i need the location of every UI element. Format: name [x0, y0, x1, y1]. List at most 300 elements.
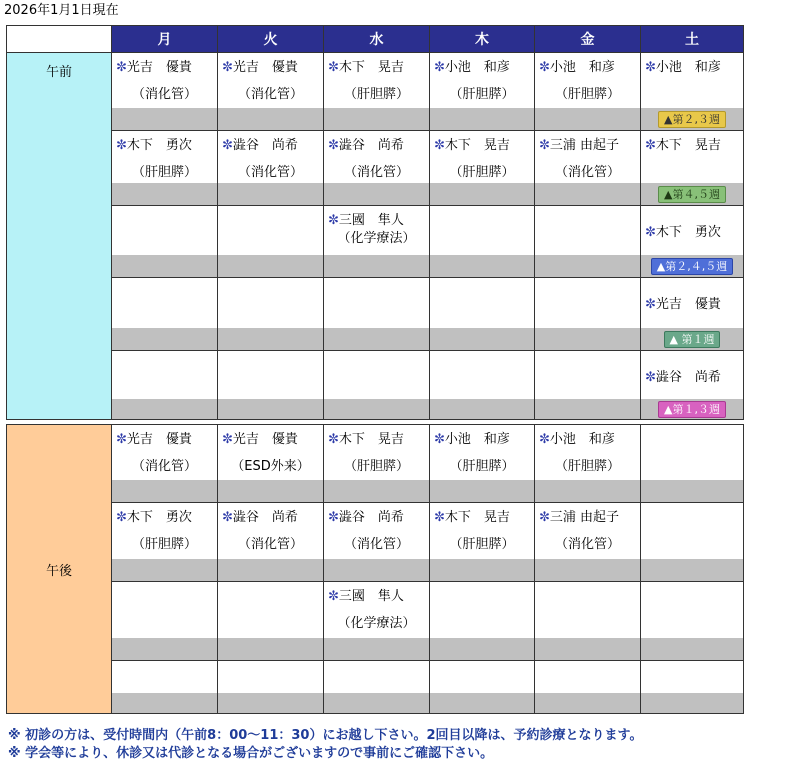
cell-body	[535, 278, 640, 350]
department-label: （消化管）	[343, 165, 409, 180]
cell-content	[324, 278, 429, 328]
schedule-cell	[641, 53, 744, 131]
cell-body	[218, 425, 323, 502]
weekday-header: 金	[535, 26, 641, 53]
cell-content	[112, 351, 217, 399]
schedule-cell	[324, 53, 430, 131]
cell-body	[430, 131, 534, 205]
cell-content	[641, 582, 743, 638]
schedule-cell	[641, 582, 744, 661]
doctor-name-text: 光吉 優貴	[655, 297, 721, 312]
cell-content	[430, 131, 534, 183]
doctor-name-text: 三浦 由起子	[549, 138, 620, 153]
row-footer-band	[430, 255, 534, 277]
asterisk-icon: ✼	[539, 510, 550, 525]
department-label: （肝胆膵）	[554, 87, 620, 102]
period-label: 午後	[7, 425, 112, 714]
cell-content	[218, 425, 323, 480]
cell-body	[641, 425, 743, 502]
doctor-name	[328, 137, 425, 155]
cell-content	[218, 351, 323, 399]
row-footer-band	[641, 559, 743, 581]
schedule-cell	[324, 351, 430, 420]
asterisk-icon: ✼	[434, 510, 445, 525]
row-footer-band	[535, 559, 640, 581]
row-footer-band	[430, 108, 534, 130]
cell-body	[430, 278, 534, 350]
cell-content	[430, 503, 534, 559]
department-label: （肝胆膵）	[449, 537, 515, 552]
cell-content	[112, 661, 217, 693]
doctor-name	[645, 369, 739, 387]
asterisk-icon: ✼	[645, 60, 656, 75]
cell-body	[641, 503, 743, 581]
row-footer-band	[641, 399, 743, 419]
schedule-cell	[535, 582, 641, 661]
doctor-name	[539, 137, 636, 155]
cell-body	[324, 206, 429, 277]
cell-body	[324, 351, 429, 419]
cell-body	[535, 206, 640, 277]
schedule-cell	[535, 351, 641, 420]
schedule-row	[7, 661, 744, 714]
cell-body	[535, 351, 640, 419]
doctor-name-text: 木下 晃吉	[338, 432, 404, 447]
doctor-name-text: 澁谷 尚希	[655, 370, 721, 385]
schedule-cell	[430, 206, 535, 278]
cell-content	[218, 131, 323, 183]
cell-body	[218, 206, 323, 277]
doctor-name	[645, 296, 739, 314]
schedule-cell	[324, 503, 430, 582]
week-badge: ▲第１,３週	[658, 401, 726, 418]
doctor-name	[539, 431, 636, 449]
department-label: （肝胆膵）	[449, 459, 515, 474]
cell-content	[112, 131, 217, 183]
row-footer-band	[430, 693, 534, 713]
schedule-cell	[535, 206, 641, 278]
schedule-cell	[324, 582, 430, 661]
doctor-name-text: 澁谷 尚希	[338, 510, 404, 525]
row-footer-band	[430, 559, 534, 581]
cell-content	[430, 278, 534, 328]
cell-content	[112, 53, 217, 108]
cell-body	[218, 53, 323, 130]
cell-content	[535, 582, 640, 638]
cell-body	[112, 425, 217, 502]
cell-content	[324, 425, 429, 480]
schedule-row	[7, 278, 744, 351]
cell-content	[112, 425, 217, 480]
row-footer-band	[112, 480, 217, 502]
asterisk-icon: ✼	[328, 589, 339, 604]
cell-body	[641, 53, 743, 130]
doctor-name-text: 光吉 優貴	[232, 432, 298, 447]
row-footer-band	[641, 255, 743, 277]
doctor-name-text: 小池 和彦	[655, 60, 721, 75]
doctor-name-text: 木下 勇次	[655, 225, 721, 240]
cell-body	[430, 351, 534, 419]
asterisk-icon: ✼	[328, 432, 339, 447]
cell-content	[218, 503, 323, 559]
schedule-cell	[641, 425, 744, 503]
cell-body	[112, 206, 217, 277]
cell-body	[430, 53, 534, 130]
schedule-cell	[112, 53, 218, 131]
row-footer-band	[218, 559, 323, 581]
cell-body	[112, 661, 217, 713]
department-label: （肝胆膵）	[343, 459, 409, 474]
department-label: （肝胆膵）	[449, 87, 515, 102]
week-badge: ▲ 第１週	[664, 331, 721, 348]
week-badge: ▲第２,４,５週	[651, 258, 733, 275]
cell-content	[430, 351, 534, 399]
row-footer-band	[324, 183, 429, 205]
cell-body	[641, 661, 743, 713]
schedule-cell	[218, 206, 324, 278]
doctor-name	[328, 212, 425, 230]
doctor-name-text: 小池 和彦	[549, 432, 615, 447]
schedule-cell	[641, 503, 744, 582]
cell-body	[112, 351, 217, 419]
asterisk-icon: ✼	[116, 60, 127, 75]
doctor-name	[116, 431, 213, 449]
weekday-header: 木	[430, 26, 535, 53]
row-footer-band	[112, 328, 217, 350]
cell-content	[535, 278, 640, 328]
schedule-cell	[324, 425, 430, 503]
department-label: （肝胆膵）	[131, 165, 197, 180]
schedule-cell	[641, 661, 744, 714]
schedule-cell	[535, 661, 641, 714]
doctor-name	[328, 431, 425, 449]
schedule-cell	[324, 278, 430, 351]
cell-content	[430, 661, 534, 693]
doctor-name	[539, 509, 636, 527]
doctor-name-text: 三浦 由起子	[549, 510, 620, 525]
doctor-name-text: 木下 勇次	[126, 138, 192, 153]
doctor-name	[645, 59, 739, 77]
asterisk-icon: ✼	[222, 432, 233, 447]
cell-body	[324, 661, 429, 713]
asterisk-icon: ✼	[434, 432, 445, 447]
doctor-name-text: 木下 晃吉	[444, 138, 510, 153]
cell-content	[535, 661, 640, 693]
cell-content	[535, 206, 640, 255]
cell-content	[218, 206, 323, 255]
cell-body	[112, 278, 217, 350]
doctor-name-text: 木下 勇次	[126, 510, 192, 525]
cell-body	[430, 503, 534, 581]
row-footer-band	[324, 638, 429, 660]
department-label: （消化管）	[554, 537, 620, 552]
cell-body	[324, 53, 429, 130]
row-footer-band	[112, 108, 217, 130]
row-footer-band	[641, 693, 743, 713]
department-label: （消化管）	[237, 537, 303, 552]
schedule-cell	[535, 503, 641, 582]
row-footer-band	[112, 255, 217, 277]
schedule-row	[7, 351, 744, 420]
cell-content	[641, 351, 743, 399]
schedule-cell	[218, 53, 324, 131]
schedule-cell	[218, 503, 324, 582]
cell-content	[535, 503, 640, 559]
as-of-date: 2026年1月1日現在	[4, 3, 119, 18]
row-footer-band	[218, 255, 323, 277]
week-badge: ▲第２,３週	[658, 111, 726, 128]
doctor-name-text: 小池 和彦	[549, 60, 615, 75]
schedule-row	[7, 425, 744, 503]
cell-body	[324, 503, 429, 581]
cell-content	[218, 661, 323, 693]
doctor-name	[222, 137, 319, 155]
schedule-cell	[218, 425, 324, 503]
doctor-name	[434, 59, 530, 77]
cell-body	[641, 131, 743, 205]
department-label: （化学療法）	[337, 616, 416, 631]
doctor-name	[116, 59, 213, 77]
cell-content	[430, 206, 534, 255]
row-footer-band	[430, 183, 534, 205]
cell-body	[430, 582, 534, 660]
cell-body	[112, 503, 217, 581]
asterisk-icon: ✼	[222, 510, 233, 525]
asterisk-icon: ✼	[539, 60, 550, 75]
cell-content	[324, 206, 429, 255]
cell-content	[218, 582, 323, 638]
cell-content	[535, 425, 640, 480]
doctor-name-text: 小池 和彦	[444, 432, 510, 447]
schedule-cell	[430, 53, 535, 131]
schedule-cell	[641, 206, 744, 278]
schedule-cell	[641, 351, 744, 420]
doctor-name	[434, 509, 530, 527]
schedule-cell	[112, 661, 218, 714]
cell-body	[535, 131, 640, 205]
asterisk-icon: ✼	[645, 370, 656, 385]
asterisk-icon: ✼	[116, 432, 127, 447]
cell-body	[641, 351, 743, 419]
doctor-name-text: 光吉 優貴	[126, 432, 192, 447]
cell-body	[218, 582, 323, 660]
cell-content	[641, 661, 743, 693]
schedule-cell	[430, 582, 535, 661]
department-label: （消化管）	[343, 537, 409, 552]
doctor-name-text: 三國 隼人	[338, 213, 404, 228]
doctor-name-text: 光吉 優貴	[232, 60, 298, 75]
cell-content	[641, 503, 743, 559]
schedule-cell	[218, 582, 324, 661]
morning-schedule-table	[6, 25, 744, 420]
row-footer-band	[535, 638, 640, 660]
weekday-header: 土	[641, 26, 744, 53]
cell-body	[430, 425, 534, 502]
schedule-row	[7, 53, 744, 131]
row-footer-band	[218, 480, 323, 502]
weekday-header-row	[7, 26, 744, 53]
schedule-row	[7, 582, 744, 661]
cell-content	[535, 53, 640, 108]
row-footer-band	[641, 183, 743, 205]
weekday-header: 火	[218, 26, 324, 53]
cell-content	[112, 503, 217, 559]
cell-content	[641, 278, 743, 328]
asterisk-icon: ✼	[328, 60, 339, 75]
schedule-cell	[324, 131, 430, 206]
cell-body	[218, 131, 323, 205]
row-footer-band	[324, 559, 429, 581]
doctor-name	[539, 59, 636, 77]
asterisk-icon: ✼	[328, 510, 339, 525]
doctor-name-text: 小池 和彦	[444, 60, 510, 75]
row-footer-band	[324, 693, 429, 713]
asterisk-icon: ✼	[116, 138, 127, 153]
cell-content	[324, 131, 429, 183]
asterisk-icon: ✼	[222, 60, 233, 75]
cell-body	[535, 425, 640, 502]
schedule-cell	[535, 53, 641, 131]
doctor-name-text: 光吉 優貴	[126, 60, 192, 75]
row-footer-band	[218, 328, 323, 350]
week-badge: ▲第４,５週	[658, 186, 726, 203]
doctor-name	[645, 137, 739, 155]
row-footer-band	[641, 638, 743, 660]
doctor-name	[645, 224, 739, 242]
schedule-cell	[430, 503, 535, 582]
department-label: （消化管）	[131, 87, 197, 102]
note-first-visit: ※ 初診の方は、受付時間内（午前8：00～11：30）にお越し下さい。2回目以降は、予約診療となります。	[8, 728, 643, 743]
cell-content	[641, 206, 743, 255]
doctor-name	[222, 431, 319, 449]
cell-content	[641, 425, 743, 480]
schedule-cell	[324, 206, 430, 278]
row-footer-band	[535, 399, 640, 419]
doctor-name	[328, 588, 425, 606]
schedule-cell	[112, 206, 218, 278]
cell-body	[218, 503, 323, 581]
doctor-name	[222, 509, 319, 527]
cell-body	[535, 53, 640, 130]
period-label: 午前	[7, 53, 112, 420]
schedule-cell	[112, 278, 218, 351]
schedule-row	[7, 503, 744, 582]
cell-content	[535, 131, 640, 183]
cell-body	[641, 278, 743, 350]
cell-body	[535, 661, 640, 713]
schedule-cell	[112, 503, 218, 582]
row-footer-band	[218, 399, 323, 419]
cell-content	[641, 131, 743, 183]
doctor-name-text: 三國 隼人	[338, 589, 404, 604]
department-label: （肝胆膵）	[449, 165, 515, 180]
row-footer-band	[535, 480, 640, 502]
schedule-cell	[430, 661, 535, 714]
cell-body	[641, 582, 743, 660]
asterisk-icon: ✼	[645, 297, 656, 312]
cell-body	[430, 661, 534, 713]
schedule-cell	[324, 661, 430, 714]
schedule-cell	[430, 425, 535, 503]
cell-body	[218, 351, 323, 419]
cell-body	[535, 503, 640, 581]
asterisk-icon: ✼	[434, 138, 445, 153]
department-label: （肝胆膵）	[554, 459, 620, 474]
cell-content	[324, 503, 429, 559]
row-footer-band	[112, 183, 217, 205]
asterisk-icon: ✼	[539, 432, 550, 447]
row-footer-band	[218, 108, 323, 130]
cell-content	[112, 278, 217, 328]
doctor-name	[328, 59, 425, 77]
cell-body	[641, 206, 743, 277]
cell-content	[430, 425, 534, 480]
row-footer-band	[641, 108, 743, 130]
doctor-name-text: 木下 晃吉	[444, 510, 510, 525]
cell-content	[112, 206, 217, 255]
header-corner	[7, 26, 112, 53]
row-footer-band	[430, 328, 534, 350]
cell-body	[324, 425, 429, 502]
row-footer-band	[112, 559, 217, 581]
row-footer-band	[324, 108, 429, 130]
asterisk-icon: ✼	[328, 213, 339, 228]
row-footer-band	[430, 638, 534, 660]
afternoon-schedule-table	[6, 424, 744, 714]
schedule-cell	[112, 131, 218, 206]
row-footer-band	[535, 328, 640, 350]
schedule-row	[7, 206, 744, 278]
cell-content	[218, 278, 323, 328]
doctor-name	[116, 509, 213, 527]
schedule-cell	[218, 351, 324, 420]
row-footer-band	[324, 480, 429, 502]
schedule-cell	[218, 661, 324, 714]
cell-content	[218, 53, 323, 108]
cell-body	[430, 206, 534, 277]
schedule-cell	[112, 425, 218, 503]
cell-body	[218, 661, 323, 713]
schedule-cell	[218, 278, 324, 351]
doctor-name-text: 澁谷 尚希	[232, 510, 298, 525]
asterisk-icon: ✼	[328, 138, 339, 153]
department-label: （ESD外来）	[231, 459, 310, 474]
cell-content	[324, 53, 429, 108]
row-footer-band	[535, 108, 640, 130]
cell-content	[430, 53, 534, 108]
cell-body	[535, 582, 640, 660]
row-footer-band	[430, 399, 534, 419]
row-footer-band	[218, 638, 323, 660]
asterisk-icon: ✼	[539, 138, 550, 153]
cell-body	[324, 131, 429, 205]
doctor-name	[116, 137, 213, 155]
cell-body	[324, 582, 429, 660]
cell-body	[112, 53, 217, 130]
notes	[8, 727, 643, 763]
schedule-cell	[218, 131, 324, 206]
cell-content	[641, 53, 743, 108]
schedule-cell	[535, 131, 641, 206]
row-footer-band	[218, 693, 323, 713]
asterisk-icon: ✼	[434, 60, 445, 75]
cell-body	[324, 278, 429, 350]
row-footer-band	[641, 328, 743, 350]
cell-body	[218, 278, 323, 350]
doctor-name-text: 澁谷 尚希	[338, 138, 404, 153]
schedule-cell	[112, 582, 218, 661]
asterisk-icon: ✼	[116, 510, 127, 525]
